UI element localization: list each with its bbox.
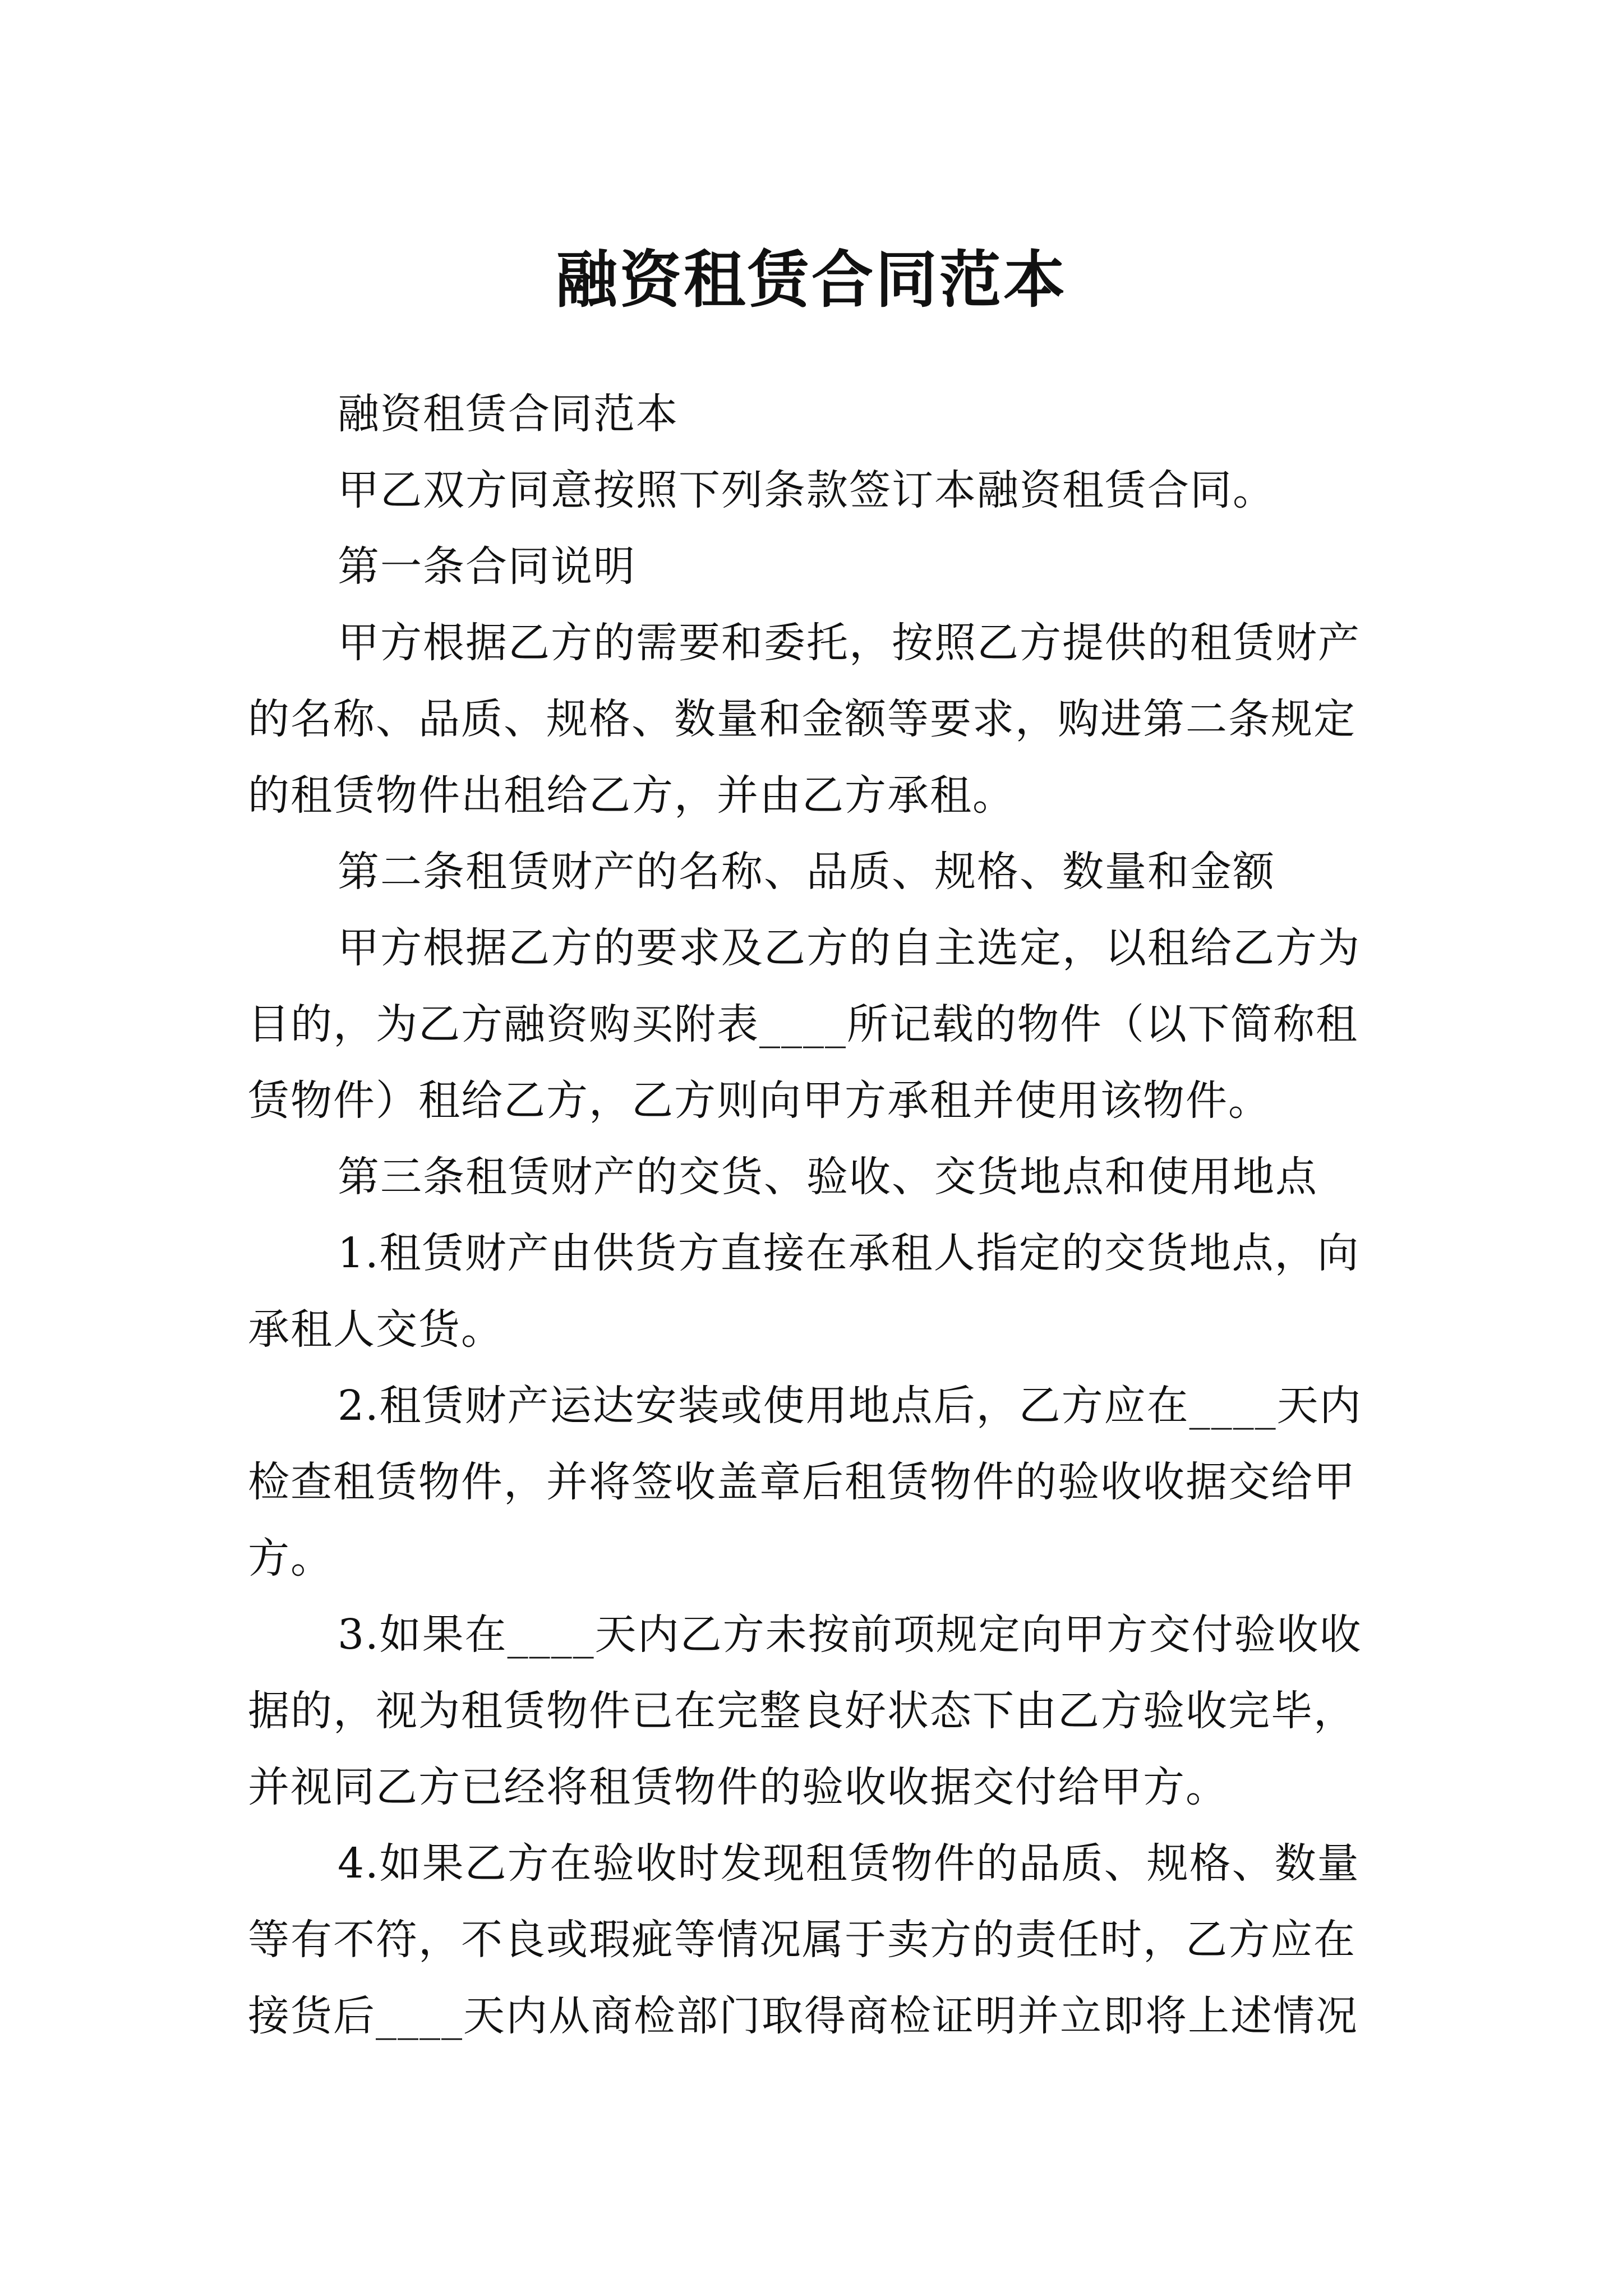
article-3-item-3: 3.如果在____天内乙方未按前项规定向甲方交付验收收据的，视为租赁物件已在完整良好状态下由乙方验收完毕，并视同乙方已经将租赁物件的验收收据交付给甲方。 [248, 1611, 1362, 1811]
paragraph-intro: 甲乙双方同意按照下列条款签订本融资租赁合同。 [338, 466, 1275, 514]
article-3-item-4: 4.如果乙方在验收时发现租赁物件的品质、规格、数量等有不符，不良或瑕疵等情况属于卖方的责任时，乙方应在接货后____天内从商检部门取得商检证明并立即将上述情况 [248, 1839, 1360, 2040]
article-1-text: 甲方根据乙方的需要和委托，按照乙方提供的租赁财产的名称、品质、规格、数量和金额等要求，购进第二条规定的租赁物件出租给乙方，并由乙方承租。 [248, 619, 1361, 820]
article-3-heading: 第三条租赁财产的交货、验收、交货地点和使用地点 [338, 1153, 1318, 1201]
document-title: 融资租赁合同范本 [556, 243, 1067, 316]
document-body [248, 376, 1386, 2054]
article-2-heading: 第二条租赁财产的名称、品质、规格、数量和金额 [338, 848, 1275, 896]
article-3-item-2: 2.租赁财产运达安装或使用地点后，乙方应在____天内检查租赁物件，并将签收盖章后租赁物件的验收收据交给甲方。 [248, 1382, 1362, 1582]
paragraph-heading: 融资租赁合同范本 [338, 390, 679, 438]
article-1-heading: 第一条合同说明 [338, 542, 636, 591]
article-3-item-1: 1.租赁财产由供货方直接在承租人指定的交货地点，向承租人交货。 [248, 1229, 1360, 1354]
article-2-text: 甲方根据乙方的要求及乙方的自主选定，以租给乙方为目的，为乙方融资购买附表____所记载的物件（以下简称租赁物件）租给乙方，乙方则向甲方承租并使用该物件。 [248, 924, 1361, 1125]
